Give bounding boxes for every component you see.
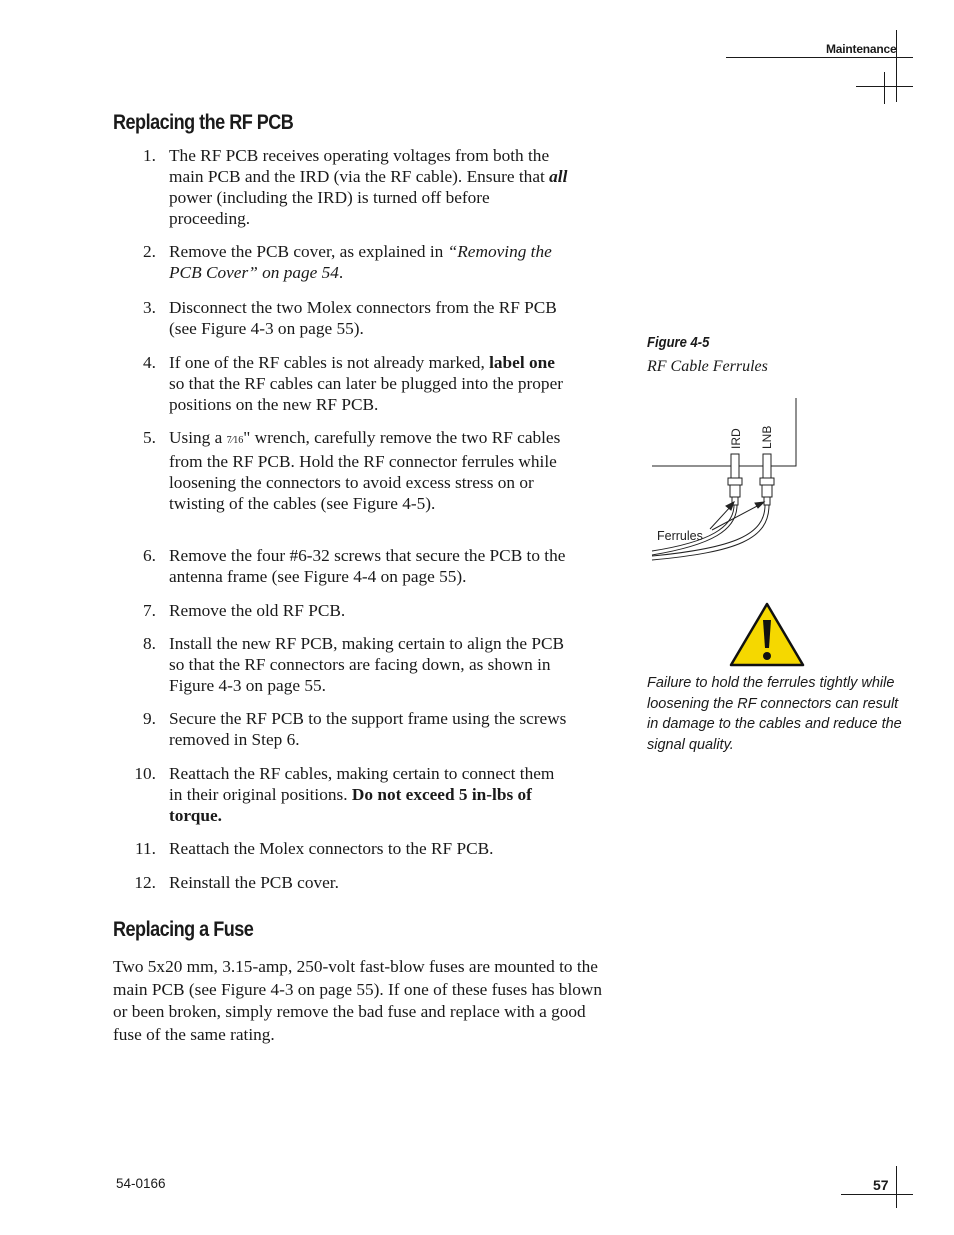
step-text: Using a 7⁄16" wrench, carefully remove the two RF cables from the RF PCB. Hold the RF connector ferrules while loosening the connectors to avoid excess stress on or twisting of the cables (see Figure 4-5). <box>169 428 561 513</box>
ferrules-label: Ferrules <box>657 529 703 543</box>
step-number: 8. <box>143 634 156 653</box>
step-text: Secure the RF PCB to the support frame using the screws removed in Step 6. <box>169 709 567 749</box>
header-section-label: Maintenance <box>826 42 897 56</box>
step-text: Reattach the Molex connectors to the RF PCB. <box>169 839 494 858</box>
figure-label: Figure 4-5 <box>647 335 710 351</box>
footer-crop-mark <box>896 1166 897 1208</box>
crop-mark-vertical-inner <box>884 72 885 104</box>
step-number: 10. <box>134 764 156 783</box>
ird-connector <box>728 454 742 505</box>
step-number: 5. <box>143 428 156 447</box>
step-number: 11. <box>135 839 156 858</box>
step-text: Remove the four #6-32 screws that secure the PCB to the antenna frame (see Figure 4-4 on page 55). <box>169 546 566 586</box>
step-number: 2. <box>143 242 156 261</box>
ird-cable <box>652 505 734 551</box>
step-text: If one of the RF cables is not already marked, label one so that the RF cables can later be plugged into the proper positions on the new RF PCB. <box>169 353 563 414</box>
document-number: 54-0166 <box>116 1176 166 1191</box>
step-number: 7. <box>143 601 156 620</box>
step-number: 9. <box>143 709 156 728</box>
step-text: Disconnect the two Molex connectors from the RF PCB (see Figure 4-3 on page 55). <box>169 298 557 338</box>
step-number: 1. <box>143 146 156 165</box>
ird-label: IRD <box>729 428 743 449</box>
panel-outline <box>776 398 796 466</box>
step-text: Reattach the RF cables, making certain to connect them in their original positions. Do not exceed 5 in-lbs of torque. <box>169 764 555 825</box>
crop-mark-vertical <box>896 30 897 102</box>
header-rule <box>726 57 913 58</box>
step-text: Remove the old RF PCB. <box>169 601 346 620</box>
page-number: 57 <box>873 1177 889 1193</box>
crop-mark-horizontal <box>856 86 913 87</box>
heading-replacing-fuse: Replacing a Fuse <box>113 918 254 941</box>
figure-caption: RF Cable Ferrules <box>647 358 768 375</box>
step-text: The RF PCB receives operating voltages from both the main PCB and the IRD (via the RF cable). Ensure that all power (including the IRD) is turned off before proceeding. <box>169 146 568 228</box>
fuse-paragraph: Two 5x20 mm, 3.15-amp, 250-volt fast-blow fuses are mounted to the main PCB (see Figure 4-3 on page 55). If one of these fuses has blown or been broken, simply remove the bad fuse and replace with a good fuse of the same rating. <box>113 957 603 1044</box>
heading-replacing-rf-pcb: Replacing the RF PCB <box>113 111 294 134</box>
step-number: 4. <box>143 353 156 372</box>
step-text: Install the new RF PCB, making certain to align the PCB so that the RF connectors are facing down, as shown in Figure 4-3 on page 55. <box>169 634 565 695</box>
warning-triangle-icon <box>729 602 805 668</box>
warning-text: Failure to hold the ferrules tightly while loosening the RF connectors can result in damage to the cables and reduce the signal quality. <box>647 675 902 753</box>
step-number: 12. <box>134 873 156 892</box>
step-number: 6. <box>143 546 156 565</box>
step-number: 3. <box>143 298 156 317</box>
step-text: Remove the PCB cover, as explained in “Removing the PCB Cover” on page 54. <box>169 242 552 282</box>
footer-rule <box>841 1194 913 1195</box>
step-text: Reinstall the PCB cover. <box>169 873 339 892</box>
lnb-connector <box>760 454 774 505</box>
lnb-label: LNB <box>760 425 774 449</box>
rf-cable-ferrules-diagram <box>640 392 810 562</box>
